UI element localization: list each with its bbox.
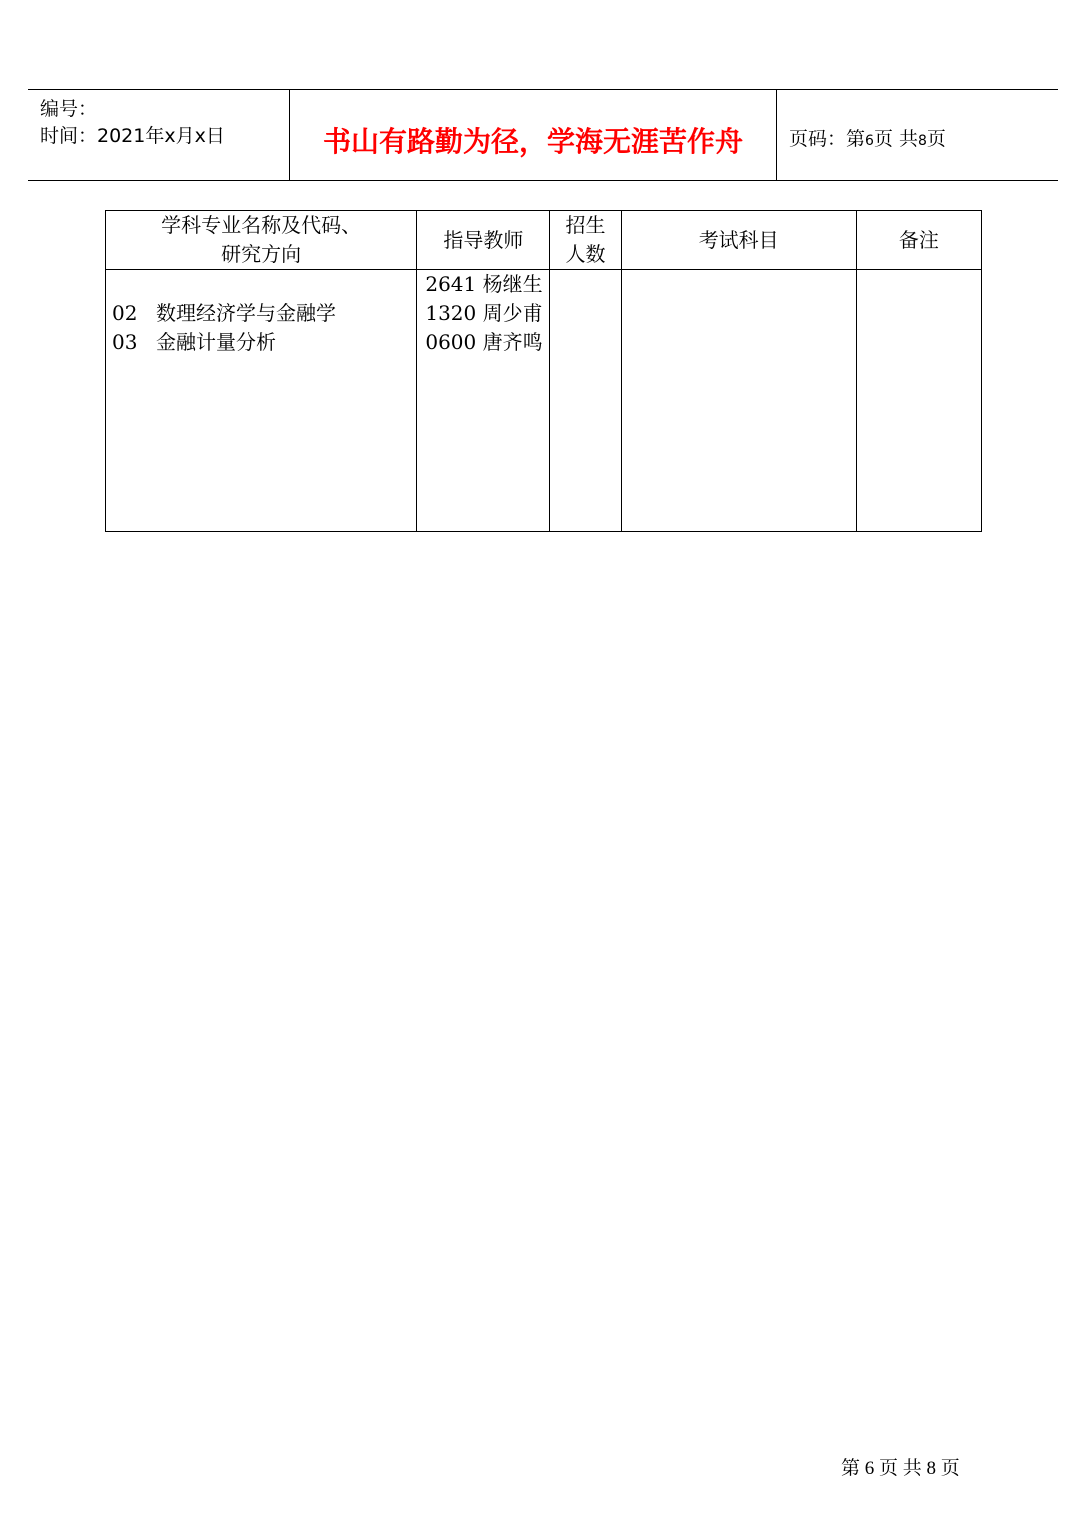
program-table (105, 210, 982, 532)
header-left-cell (28, 90, 290, 180)
direction-code: 02 (112, 301, 138, 325)
header-exam: 考试科目 (621, 211, 856, 270)
page-current: 6 (865, 133, 874, 149)
note-cell (856, 270, 981, 532)
quota-cell (550, 270, 621, 532)
direction-name: 数理经济学与金融学 (156, 301, 336, 325)
header-note: 备注 (856, 211, 981, 270)
direction-item (112, 328, 416, 357)
header-page-info (789, 124, 946, 151)
header-quota-line1: 招生 (565, 213, 606, 237)
document-number-label: 编号： (40, 98, 98, 120)
page-header (28, 89, 1058, 181)
table-row (106, 270, 982, 532)
page-mid: 页 共 (873, 128, 918, 150)
header-motto: 书山有路勤为径，学海无涯苦作舟 (322, 125, 743, 158)
directions-cell (106, 270, 417, 532)
page-suffix: 页 (926, 128, 946, 150)
advisor-item: 1320 周少甫 (425, 301, 543, 325)
direction-code: 03 (112, 330, 138, 354)
direction-item (112, 299, 416, 328)
advisors-cell (417, 270, 550, 532)
header-subject-line1: 学科专业名称及代码、 (161, 213, 362, 237)
advisor-item: 0600 唐齐鸣 (425, 330, 543, 354)
header-quota (550, 211, 621, 270)
table-header-row (106, 211, 982, 270)
header-center-cell (290, 90, 777, 180)
direction-name: 金融计量分析 (156, 330, 276, 354)
page-prefix: 页码：第 (789, 128, 866, 150)
header-right-cell (777, 90, 1058, 180)
advisor-item: 2641 杨继生 (425, 272, 543, 296)
exam-cell (621, 270, 856, 532)
header-advisor: 指导教师 (417, 211, 550, 270)
page-total: 8 (917, 133, 927, 149)
header-subject (106, 211, 417, 270)
document-time-label: 时间：2021年x月x日 (40, 125, 225, 147)
header-subject-line2: 研究方向 (221, 242, 302, 266)
header-quota-line2: 人数 (565, 242, 606, 266)
page-footer: 第 6 页 共 8 页 (841, 1458, 960, 1479)
